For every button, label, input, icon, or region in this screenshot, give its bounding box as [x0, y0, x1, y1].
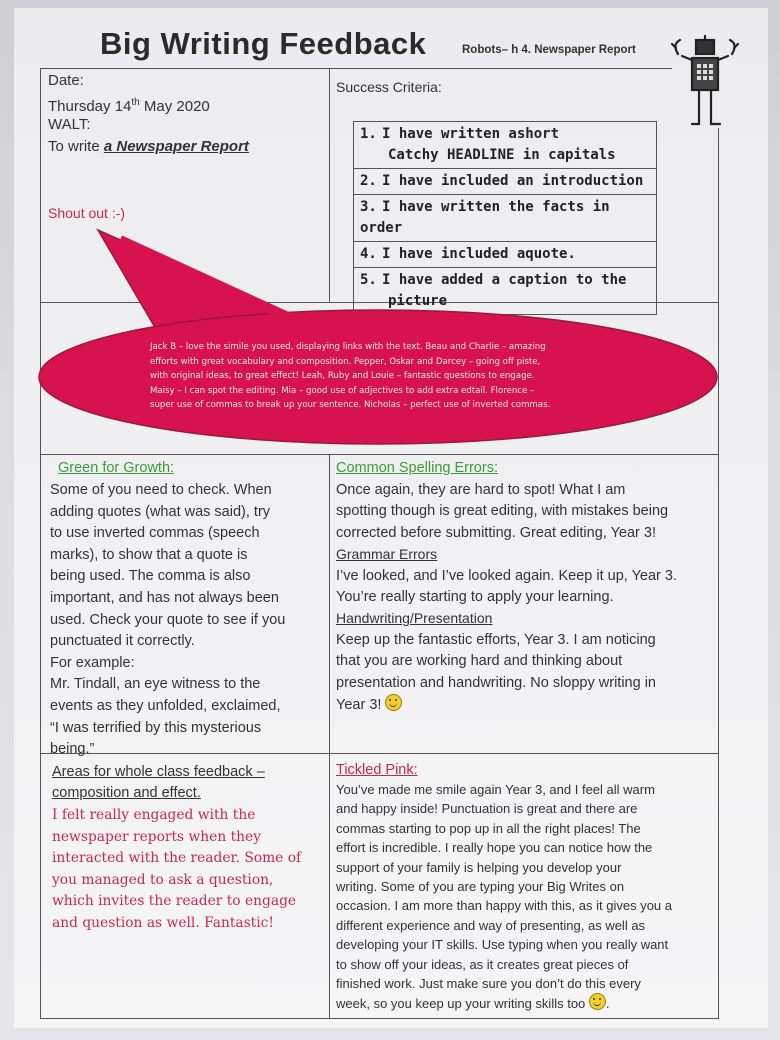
date-label: Date: [48, 72, 84, 89]
tickled-pink-heading: Tickled Pink: [336, 762, 418, 778]
shout-out-label: Shout out :-) [48, 205, 126, 221]
smiley-icon [589, 993, 606, 1010]
spelling-errors-heading: Common Spelling Errors: [336, 460, 498, 476]
walt-label: WALT: [48, 116, 91, 133]
areas-feedback-heading: Areas for whole class feedback – composition and effect. [52, 764, 265, 801]
page-title: Big Writing Feedback [100, 26, 427, 61]
page-subtitle: Robots– h 4. Newspaper Report [462, 44, 636, 56]
grammar-errors-heading: Grammar Errors [336, 546, 438, 563]
criteria-item: 5. I have added a caption to the picture [354, 268, 656, 315]
handwriting-heading: Handwriting/Presentation [336, 610, 493, 627]
walt-text: To write a Newspaper Report [48, 138, 249, 155]
areas-feedback-body: I felt really engaged with the newspaper reports when they interacted with the reader. Some of you managed to ask a question, which invites the reader to engage and question as well. Fantastic! [52, 807, 302, 931]
shout-out-bubble-text: Jack B – love the simile you used, displaying links with the text. Beau and Charlie – amazing efforts with great vocabulary and composition. Pepper, Oskar and Darcey – going off piste, with original ideas, to great effect! Leah, Ruby and Louie – fantastic questions to engage. Maisy – I can spot the editing. Mia – good use of adjectives to add extra edtail. Florence – super use of commas to break up your sentence. Nicholas – perfect use of inverted commas. [150, 342, 551, 411]
walt-topic: a Newspaper Report [103, 138, 249, 155]
table-bottom-border [40, 1018, 719, 1019]
tickled-pink-body: You’ve made me smile again Year 3, and I feel all warm and happy inside! Punctuation is great and there are commas starting to pop up in all the right places! The effort is incredible. I really hope you can notice how the support of your family is helping you develop your writing. Some of you are typing your Big Writes on occasion. I am more than happy with this, as it gives you a different experience and way of presenting, as well as developing your IT skills. Use typing when you really want to show off your ideas, as it creates great pieces of finished work. Just make sure you don’t do this every week, so you keep up your writing skills too . [336, 782, 673, 1012]
criteria-item: 2. I have included an introduction [354, 169, 656, 195]
table-middle-divider [329, 454, 330, 1018]
green-for-growth-body: Some of you need to check. When adding quotes (what was said), try to use inverted commas (speech marks), to show that a quote is being used. The comma is also important, and has not always been used. Check your quote to see if you punctuated it correctly. For example: Mr. Tindall, an eye witness to the events as they unfolded, exclaimed, “I was terrified by this mysterious being.” [50, 482, 286, 758]
criteria-item: 3. I have written the facts in order [354, 195, 656, 242]
smiley-icon [385, 694, 402, 711]
date-value: Thursday 14th May 2020 [48, 97, 210, 115]
green-for-growth-heading: Green for Growth: [58, 460, 175, 476]
criteria-item: 4. I have included aquote. [354, 242, 656, 268]
success-criteria-heading: Success Criteria: [336, 79, 442, 95]
common-errors-body: Once again, they are hard to spot! What I am spotting though is great editing, with mistakes being corrected before submitting. Great editing, Year 3! Grammar Errors I’ve looked, and I’ve looked again. Keep it up, Year 3. You’re really starting to apply your learning. Handwriting/Presentation Keep up the fantastic efforts, Year 3. I am noticing that you are working hard and thinking about presentation and handwriting. No sloppy writing in Year 3! [336, 482, 677, 714]
criteria-item: 1. I have written ashort Catchy HEADLINE in capitals [354, 122, 656, 169]
